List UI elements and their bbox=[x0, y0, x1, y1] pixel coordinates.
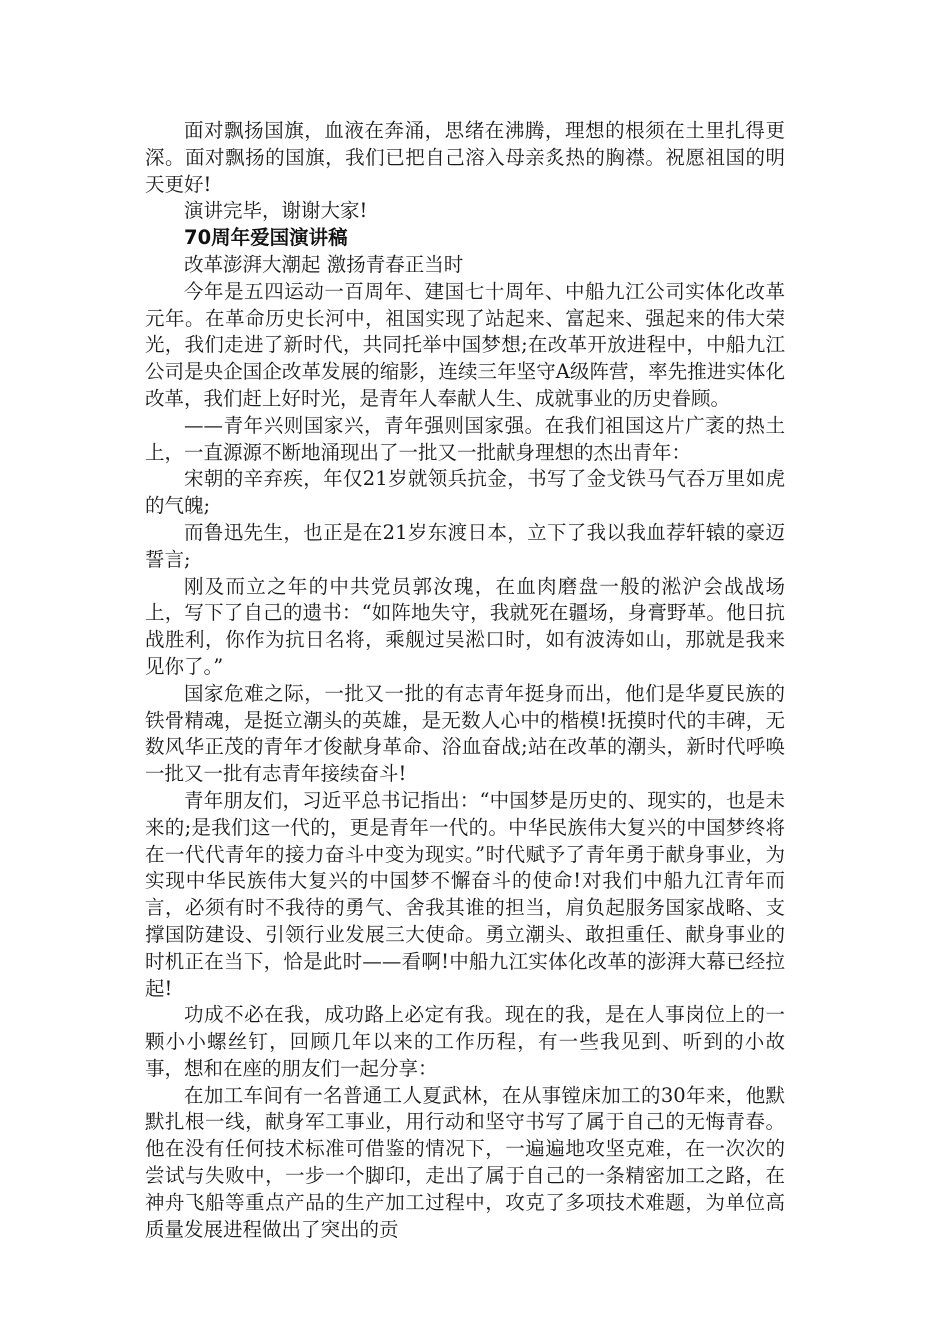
paragraph-chinese-dream: 青年朋友们，习近平总书记指出：“中国梦是历史的、现实的，也是未来的;是我们这一代的，更是青年一代的。中华民族伟大复兴的中国梦终将在一代代青年的接力奋斗中变为现实。”时代赋予了青年勇于献身事业，为实现中华民族伟大复兴的中国梦不懈奋斗的使命!对我们中船九江青年而言，必须有时不我待的勇气、舍我其谁的担当，肩负起服务国家战略、支撑国防建设、引领行业发展三大使命。勇立潮头、敢担重任、献身事业的时机正在当下，恰是此时——看啊!中船九江实体化改革的澎湃大幕已经拉起! bbox=[145, 788, 785, 1000]
paragraph-xia-wulin: 在加工车间有一名普通工人夏武林，在从事镗床加工的30年来，他默默扎根一线，献身军工事业，用行动和坚守书写了属于自己的无悔青春。他在没有任何技术标准可借鉴的情况下，一遍遍地攻坚克难，在一次次的尝试与失败中，一步一个脚印，走出了属于自己的一条精密加工之路，在神舟飞船等重点产品的生产加工过程中，攻克了多项技术难题，为单位高质量发展进程做出了突出的贡 bbox=[145, 1083, 785, 1241]
paragraph-flag-closing: 面对飘扬国旗，血液在奔涌，思绪在沸腾，理想的根须在土里扎得更深。面对飘扬的国旗，我们已把自己溶入母亲炙热的胸襟。祝愿祖国的明天更好! bbox=[145, 119, 785, 196]
paragraph-success: 功成不必在我，成功路上必定有我。现在的我，是在人事岗位上的一颗小小螺丝钉，回顾几年以来的工作历程，有一些我见到、听到的小故事，想和在座的朋友们一起分享： bbox=[145, 1003, 785, 1080]
paragraph-intro: 今年是五四运动一百周年、建国七十周年、中船九江公司实体化改革元年。在革命历史长河中，祖国实现了站起来、富起来、强起来的伟大荣光，我们走进了新时代，共同托举中国梦想;在改革开放进程中，中船九江公司是央企国企改革发展的缩影，连续三年坚守A级阵营，率先推进实体化改革，我们赶上好时光，是青年人奉献人生、成就事业的历史眷顾。 bbox=[145, 279, 785, 410]
paragraph-guo-rugui: 刚及而立之年的中共党员郭汝瑰，在血肉磨盘一般的淞沪会战战场上，写下了自己的遗书：“如阵地失守，我就死在疆场，身膏野革。他日抗战胜利，你作为抗日名将，乘舰过吴淞口时，如有波涛如山，那就是我来见你了。” bbox=[145, 574, 785, 678]
paragraph-youth: ——青年兴则国家兴，青年强则国家强。在我们祖国这片广袤的热土上，一直源源不断地涌现出了一批又一批献身理想的杰出青年： bbox=[145, 413, 785, 464]
speech-title: 70周年爱国演讲稿 bbox=[184, 226, 348, 250]
paragraph-lu-xun: 而鲁迅先生，也正是在21岁东渡日本，立下了我以我血荐轩辕的豪迈誓言; bbox=[145, 520, 785, 571]
paragraph-xin-qiji: 宋朝的辛弃疾，年仅21岁就领兵抗金，书写了金戈铁马气吞万里如虎的气魄; bbox=[145, 467, 785, 518]
document-page bbox=[145, 118, 785, 1243]
paragraph-speech-end: 演讲完毕，谢谢大家! bbox=[184, 199, 368, 223]
paragraph-national-crisis: 国家危难之际，一批又一批的有志青年挺身而出，他们是华夏民族的铁骨精魂，是挺立潮头的英雄，是无数人心中的楷模!抚摸时代的丰碑，无数风华正茂的青年才俊献身革命、浴血奋战;站在改革的潮头，新时代呼唤一批又一批有志青年接续奋斗! bbox=[145, 681, 785, 786]
paragraph-subtitle: 改革澎湃大潮起 激扬青春正当时 bbox=[184, 252, 464, 276]
